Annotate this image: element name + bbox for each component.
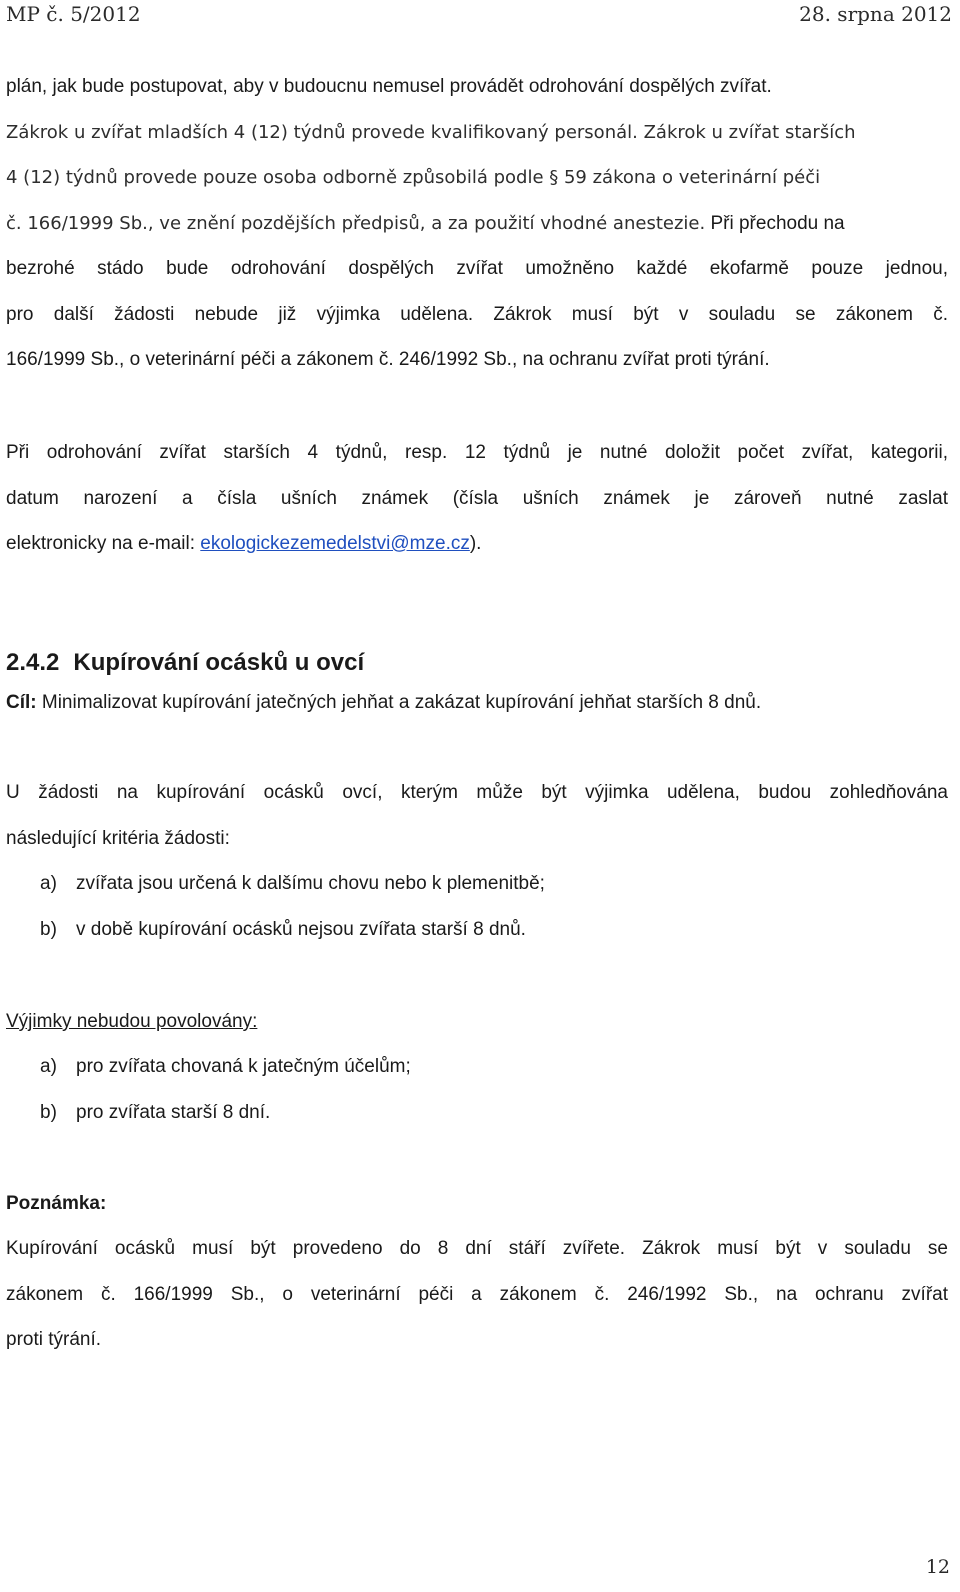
paragraph-criteria-intro [6, 770, 948, 861]
text-line: bezrohé stádo bude odrohování dospělých zvířat umožněno každé ekofarmě pouze jednou, [6, 258, 948, 279]
section-number: 2.4.2 [6, 649, 60, 676]
text-line: datum narození a čísla ušních známek (čísla ušních známek je zároveň nutné zaslat [6, 487, 948, 509]
text-segment: č. 166/1999 Sb., ve znění pozdějších předpisů, a za použití vhodné anestezie. [6, 212, 706, 234]
text-line: plán, jak bude postupovat, aby v budoucnu nemusel provádět odrohování dospělých zvířat. [6, 76, 772, 97]
text-line: Zákrok u zvířat mladších 4 (12) týdnů provede kvalifikovaný personál. Zákrok u zvířat starších [6, 121, 856, 143]
text-line: U žádosti na kupírování ocásků ovcí, kterým může být výjimka udělena, budou zohledňována [6, 782, 948, 803]
header-issue: MP č. 5/2012 [6, 2, 141, 26]
section-heading [6, 640, 364, 685]
paragraph-note [6, 1226, 948, 1363]
list-marker: a) [40, 873, 57, 894]
page-number: 12 [925, 1556, 950, 1578]
list-marker: a) [40, 1056, 57, 1077]
list-marker: b) [40, 1101, 57, 1123]
list-item-text: zvířata jsou určená k dalšímu chovu nebo k plemenitbě; [76, 873, 545, 894]
text-line [6, 521, 948, 567]
goal-text: Minimalizovat kupírování jatečných jehňat a zakázat kupírování jehňat starších 8 dnů. [36, 692, 762, 713]
text-line: Při odrohování zvířat starších 4 týdnů, resp. 12 týdnů je nutné doložit počet zvířat, kategorii, [6, 442, 948, 463]
list-item-text: v době kupírování ocásků nejsou zvířata starší 8 dnů. [76, 918, 526, 940]
goal-label: Cíl: [6, 692, 37, 713]
text-segment: elektronicky na e-mail: [6, 533, 201, 554]
text-line: 166/1999 Sb., o veterinární péči a zákonem č. 246/1992 Sb., na ochranu zvířat proti týrání. [6, 349, 770, 370]
text-line: následující kritéria žádosti: [6, 827, 230, 849]
text-line: proti týrání. [6, 1329, 102, 1350]
exceptions-list [40, 1044, 411, 1135]
section-title: Kupírování ocásků u ovcí [73, 649, 365, 676]
list-item-text: pro zvířata starší 8 dní. [76, 1101, 271, 1123]
list-item [40, 1090, 411, 1136]
text-line: pro další žádosti nebude již výjimka udělena. Zákrok musí být v souladu se zákonem č. [6, 303, 948, 325]
page-header [0, 0, 960, 30]
email-link[interactable]: ekologickezemedelstvi@mze.cz [200, 533, 470, 554]
text-line: zákonem č. 166/1999 Sb., o veterinární péči a zákonem č. 246/1992 Sb., na ochranu zvířat [6, 1283, 948, 1305]
text-segment: ). [469, 533, 482, 554]
list-marker: b) [40, 918, 57, 940]
list-item [40, 861, 545, 907]
text-line: 4 (12) týdnů provede pouze osoba odborně způsobilá podle § 59 zákona o veterinární péči [6, 167, 821, 188]
text-line: Kupírování ocásků musí být provedeno do 8 dní stáří zvířete. Zákrok musí být v souladu se [6, 1238, 948, 1259]
text-line [6, 680, 948, 726]
list-item [40, 1044, 411, 1090]
text-line [6, 201, 948, 247]
list-item-text: pro zvířata chovaná k jatečným účelům; [76, 1056, 411, 1077]
exceptions-heading [6, 999, 948, 1045]
section-goal [6, 680, 948, 726]
criteria-list [40, 861, 545, 952]
text-line: Výjimky nebudou povolovány: [6, 1011, 258, 1032]
header-date: 28. srpna 2012 [799, 2, 952, 26]
paragraph-dehorning [6, 64, 948, 383]
paragraph-documentation [6, 430, 948, 567]
list-item [40, 907, 545, 953]
text-segment: Při přechodu na [710, 212, 845, 234]
text-line: Poznámka: [6, 1193, 107, 1214]
note-heading [6, 1181, 948, 1227]
